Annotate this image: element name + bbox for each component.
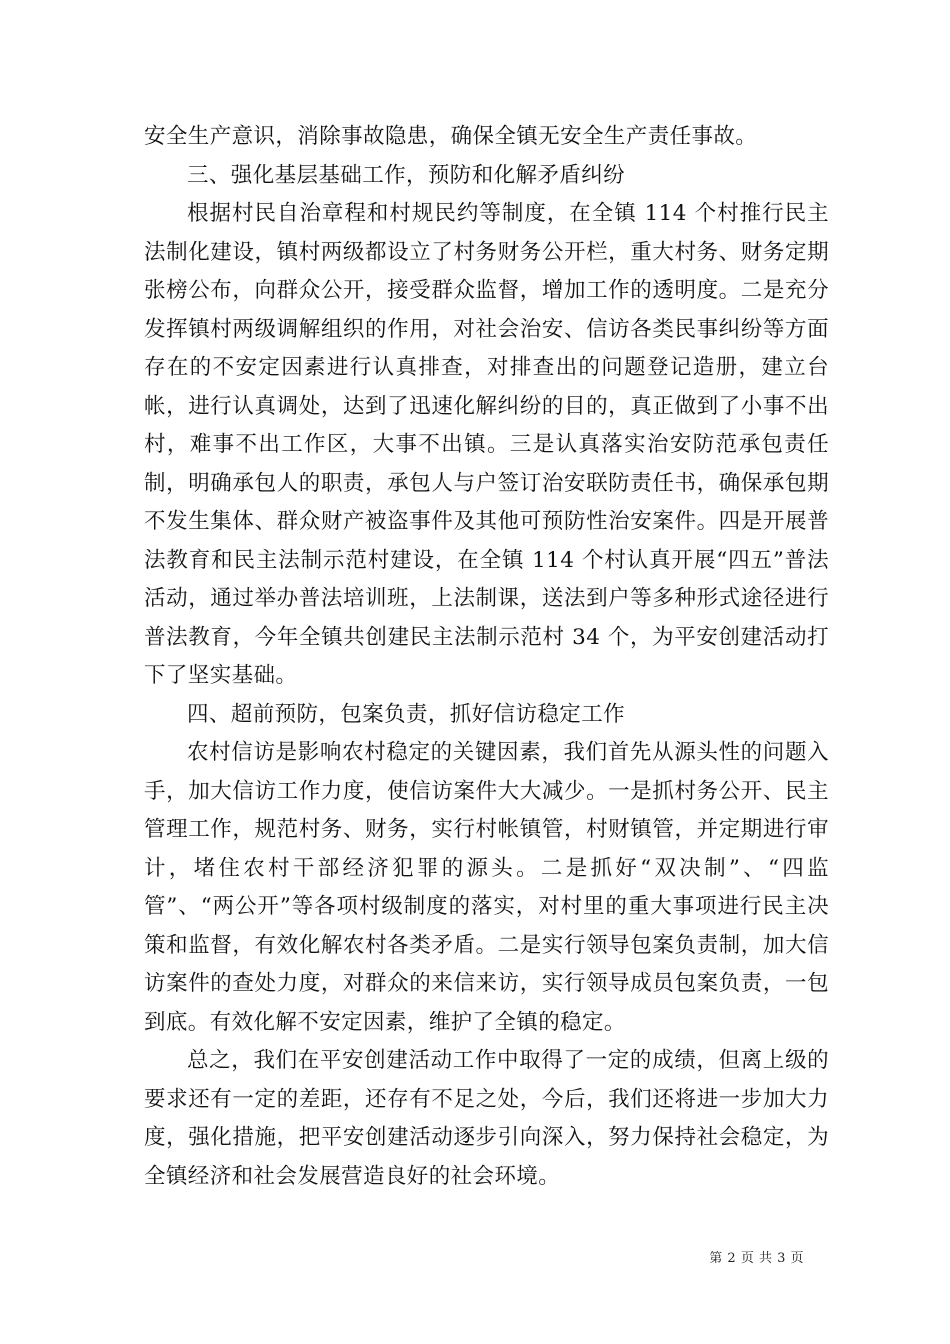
paragraph-continuation: 安全生产意识，消除事故隐患，确保全镇无安全生产责任事故。: [144, 124, 758, 149]
paragraph-conclusion: 总之，我们在平安创建活动工作中取得了一定的成绩，但离上级的要求还有一定的差距，还存有不足之处，今后，我们还将进一步加大力度，强化措施，把平安创建活动逐步引向深入，努力保持社会稳定，为全镇经济和社会发展营造良好的社会环境。: [144, 1048, 829, 1189]
section-heading-3: 三、强化基层基础工作，预防和化解矛盾纠纷: [187, 162, 626, 188]
document-body: [144, 118, 829, 1196]
paragraph-body: 农村信访是影响农村稳定的关键因素，我们首先从源头性的问题入手，加大信访工作力度，使信访案件大大减少。一是抓村务公开、民主管理工作，规范村务、财务，实行村帐镇管，村财镇管，并定期进行审计，堵住农村干部经济犯罪的源头。二是抓好“双决制”、“四监管”、“两公开”等各项村级制度的落实，对村里的重大事项进行民主决策和监督，有效化解农村各类矛盾。二是实行领导包案负责制，加大信访案件的查处力度，对群众的来信来访，实行领导成员包案负责，一包到底。有效化解不安定因素，维护了全镇的稳定。: [144, 740, 829, 1035]
page-number: 第 2 页 共 3 页: [709, 1251, 804, 1266]
paragraph-body: 根据村民自治章程和村规民约等制度，在全镇 114 个村推行民主法制化建设，镇村两级都设立了村务财务公开栏，重大村务、财务定期张榜公布，向群众公开，接受群众监督，增加工作的透明度。二是充分发挥镇村两级调解组织的作用，对社会治安、信访各类民事纠纷等方面存在的不安定因素进行认真排查，对排查出的问题登记造册，建立台帐，进行认真调处，达到了迅速化解纠纷的目的，真正做到了小事不出村，难事不出工作区，大事不出镇。三是认真落实治安防范承包责任制，明确承包人的职责，承包人与户签订治安联防责任书，确保承包期不发生集体、群众财产被盗事件及其他可预防性治安案件。四是开展普法教育和民主法制示范村建设，在全镇 114 个村认真开展“四五”普法活动，通过举办普法培训班，上法制课，送法到户等多种形式途径进行普法教育，今年全镇共创建民主法制示范村 34 个，为平安创建活动打下了坚实基础。: [144, 201, 829, 688]
section-heading-4: 四、超前预防，包案负责，抓好信访稳定工作: [187, 701, 626, 727]
